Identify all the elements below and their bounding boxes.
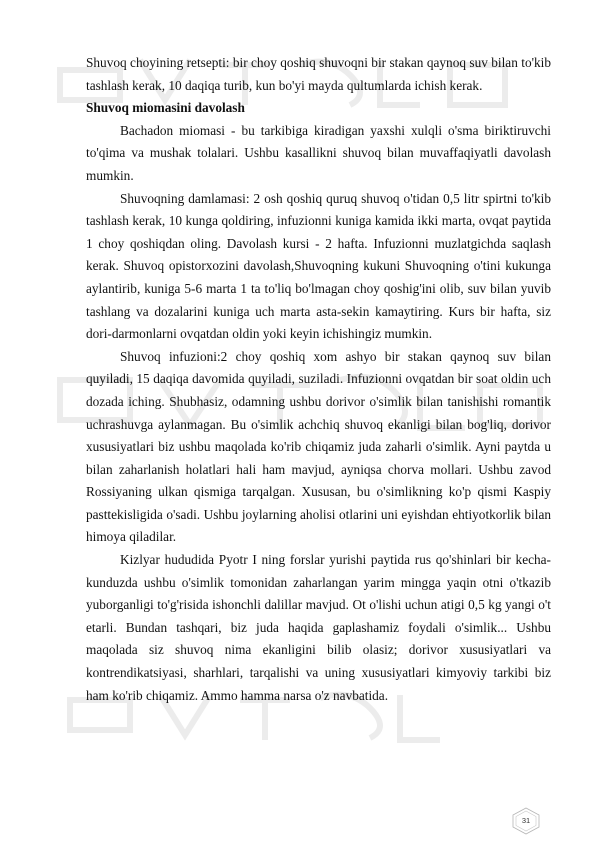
paragraph-history: Kizlyar hududida Pyotr I ning forslar yurishi paytida rus qo'shinlari bir kecha-kunduzda ushbu o'simlik tomonidan zaharlangan yarim mingga yaqin otni o'tkazib yuborganligi to'g'risida ishonchli dalillar mavjud. Ot o'lishi uchun atigi 0,5 kg yangi o't etarli. Bundan tashqari, biz juda haqida gaplashamiz foydali o'simlik... Ushbu maqolada siz shuvoq nima ekanligini bilib olasiz; dorivor xususiyatlari va kontrendikatsiyasi, sharhlari, tarqalishi va uning xususiyatlari kimyoviy tarkibi biz ham ko'rib chiqamiz. Ammo hamma narsa o'z navbatida. <box>86 552 551 703</box>
paragraph-tincture: Shuvoqning damlamasi: 2 osh qoshiq quruq shuvoq o'tidan 0,5 litr spirtni to'kib tashlash kerak, 10 kunga qoldiring, infuzionni kuniga kamida ikki marta, ovqat paytida 1 choy qoshiqdan oling. Davolash kursi - 2 hafta. Infuzionni muzlatgichda saqlash kerak. Shuvoq opistorxozini davolash,Shuvoqning kukuni Shuvoqning o'tini kukunga aylantirib, kuniga 5-6 marta 1 ta to'liq bo'lmagan choy qoshig'ini olib, suv bilan yuvib tashlang va dozalarini kuniga uch marta asta-sekin kamaytiring. Kurs bir hafta, siz dori-darmonlarni ovqatdan oldin yoki keyin ichishingiz mumkin. <box>86 190 551 342</box>
section-heading: Shuvoq miomasini davolash <box>86 100 245 116</box>
document-body <box>86 52 551 707</box>
page-number-badge <box>511 806 541 836</box>
paragraph-recipe: Shuvoq choyining retsepti: bir choy qoshiq shuvoqni bir stakan qaynoq suv bilan to'kib tashlash kerak, 10 daqiqa turib, kun bo'yi mayda qultumlarda ichish kerak. <box>86 55 551 93</box>
paragraph-infusion: Shuvoq infuzioni:2 choy qoshiq xom ashyo bir stakan qaynoq suv bilan quyiladi, 15 daqiqa davomida quyiladi, suziladi. Infuzionni ovqatdan bir soat oldin uch dozada iching. Shubhasiz, odamning ushbu dorivor o'simlik bilan tanishishi romantik uchrashuvga aylanmagan. Bu o'simlik achchiq shuvoq ekanligi bilan bog'liq, dorivor xususiyatlari biz ushbu maqolada ko'rib chiqamiz juda zaharli o'simlik. Ayni paytda u bilan zaharlanish holatlari hali ham mavjud, ayniqsa chorva mollari. Ushbu zavod Rossiyaning ulkan qismiga tarqalgan. Xususan, bu o'simlikning ko'p qismi Kaspiy pasttekisligida o'sadi. Ushbu joylarning aholisi otlarini uni eyishdan ehtiyotkorlik bilan himoya qiladilar. <box>86 348 551 545</box>
page-number: 31 <box>521 816 531 825</box>
paragraph-myoma-intro: Bachadon miomasi - bu tarkibiga kiradigan yaxshi xulqli o'sma biriktiruvchi to'qima va mushak tolalari. Ushbu kasallikni shuvoq bilan muvaffaqiyatli davolash mumkin. <box>86 122 551 183</box>
